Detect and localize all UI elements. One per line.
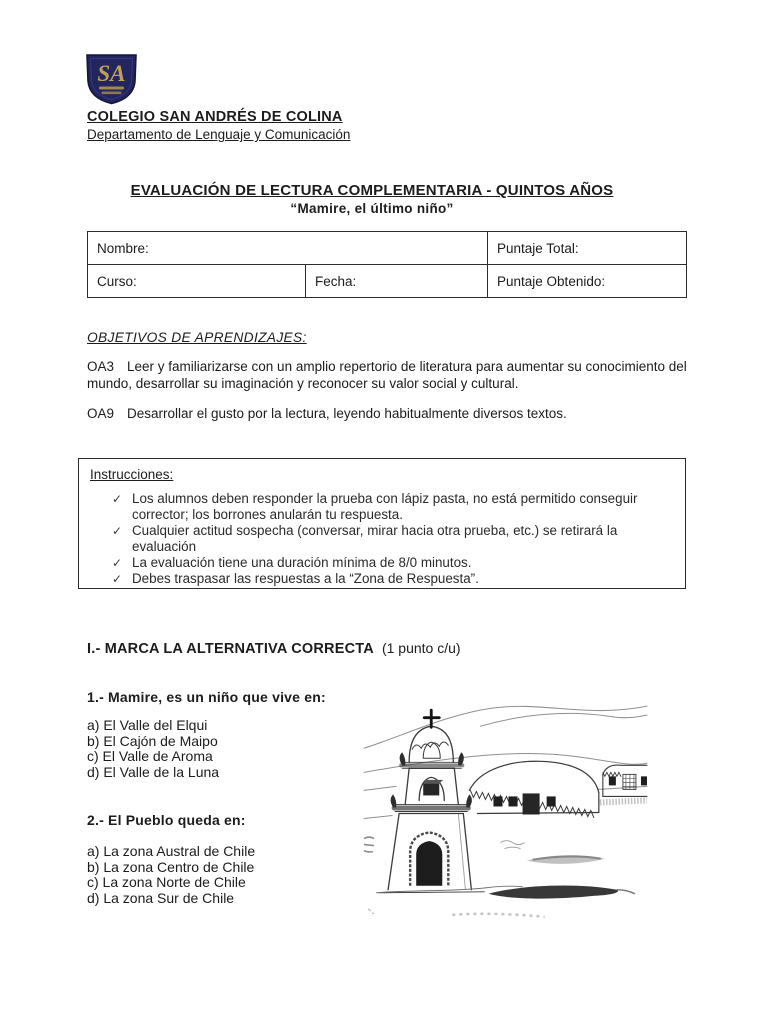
instruction-text: Cualquier actitud sospecha (conversar, mirar hacia otra prueba, etc.) se retirará la evaluación xyxy=(132,523,618,554)
oa9-text: Desarrollar el gusto por la lectura, leyendo habitualmente diversos textos. xyxy=(127,406,567,421)
option-b: b) La zona Centro de Chile xyxy=(87,858,255,875)
church-sketch-icon xyxy=(362,686,649,943)
question-2-title: 2.- El Pueblo queda en: xyxy=(87,812,246,828)
logo-monogram: SA xyxy=(97,61,126,86)
puntaje-obtenido-cell: Puntaje Obtenido: xyxy=(488,265,687,298)
instructions-list xyxy=(112,491,652,587)
option-d: d) La zona Sur de Chile xyxy=(87,889,235,906)
objectives-section xyxy=(87,330,691,436)
instruction-item xyxy=(112,571,652,587)
fecha-cell: Fecha: xyxy=(306,265,488,298)
andean-church-illustration xyxy=(362,686,649,943)
title-block xyxy=(0,182,744,216)
school-shield-icon xyxy=(85,54,138,105)
option-c: c) La zona Norte de Chile xyxy=(87,874,246,891)
curso-cell: Curso: xyxy=(88,265,306,298)
instructions-heading: Instrucciones: xyxy=(90,467,174,482)
department-name: Departamento de Lenguaje y Comunicación xyxy=(87,127,351,142)
oa3-text: Leer y familiarizarse con un amplio repertorio de literatura para aumentar su conocimiento del mundo, desarrollar su imaginación y reconocer su valor social y cultural. xyxy=(87,359,687,391)
checkmark-icon: ✓ xyxy=(112,524,123,538)
option-a: a) La zona Austral de Chile xyxy=(87,843,256,859)
instruction-text: Los alumnos deben responder la prueba con lápiz pasta, no está permitido conseguir corrector; los borrones anularán tu respuesta. xyxy=(132,491,638,522)
option-d: d) El Valle de la Luna xyxy=(87,763,220,780)
checkmark-icon: ✓ xyxy=(112,556,123,570)
section1-heading-text: I.- MARCA LA ALTERNATIVA CORRECTA xyxy=(87,641,374,657)
section1-points-note: (1 punto c/u) xyxy=(381,640,461,656)
objective-oa3 xyxy=(87,359,691,392)
objectives-heading: OBJETIVOS DE APRENDIZAJES: xyxy=(87,330,307,345)
question-1 xyxy=(87,689,387,780)
option-b: b) El Cajón de Maipo xyxy=(87,732,218,749)
instruction-text: Debes traspasar las respuestas a la “Zona de Respuesta”. xyxy=(132,571,479,586)
exam-title: EVALUACIÓN DE LECTURA COMPLEMENTARIA - QUINTOS AÑOS xyxy=(130,182,614,199)
oa3-code: OA3 xyxy=(87,359,115,374)
nombre-cell: Nombre: xyxy=(88,232,488,265)
option-a: a) El Valle del Elqui xyxy=(87,717,208,733)
exam-subtitle: “Mamire, el último niño” xyxy=(290,201,454,216)
instructions-box xyxy=(78,458,686,589)
checkmark-icon: ✓ xyxy=(112,572,123,586)
question-1-options xyxy=(87,718,387,780)
instruction-item xyxy=(112,523,652,555)
instruction-item xyxy=(112,555,652,571)
question-2 xyxy=(87,812,387,906)
school-name: COLEGIO SAN ANDRÉS DE COLINA xyxy=(87,109,343,125)
instruction-item xyxy=(112,491,652,523)
instruction-text: La evaluación tiene una duración mínima de 8/0 minutos. xyxy=(132,555,472,570)
question-1-title: 1.- Mamire, es un niño que vive en: xyxy=(87,689,326,705)
option-c: c) El Valle de Aroma xyxy=(87,748,213,765)
oa9-code: OA9 xyxy=(87,406,115,421)
objective-oa9 xyxy=(87,406,691,423)
puntaje-total-cell: Puntaje Total: xyxy=(488,232,687,265)
question-2-options xyxy=(87,844,387,906)
section1-heading xyxy=(87,640,461,657)
school-logo xyxy=(85,54,138,105)
checkmark-icon: ✓ xyxy=(112,492,123,506)
student-info-table xyxy=(87,231,687,298)
